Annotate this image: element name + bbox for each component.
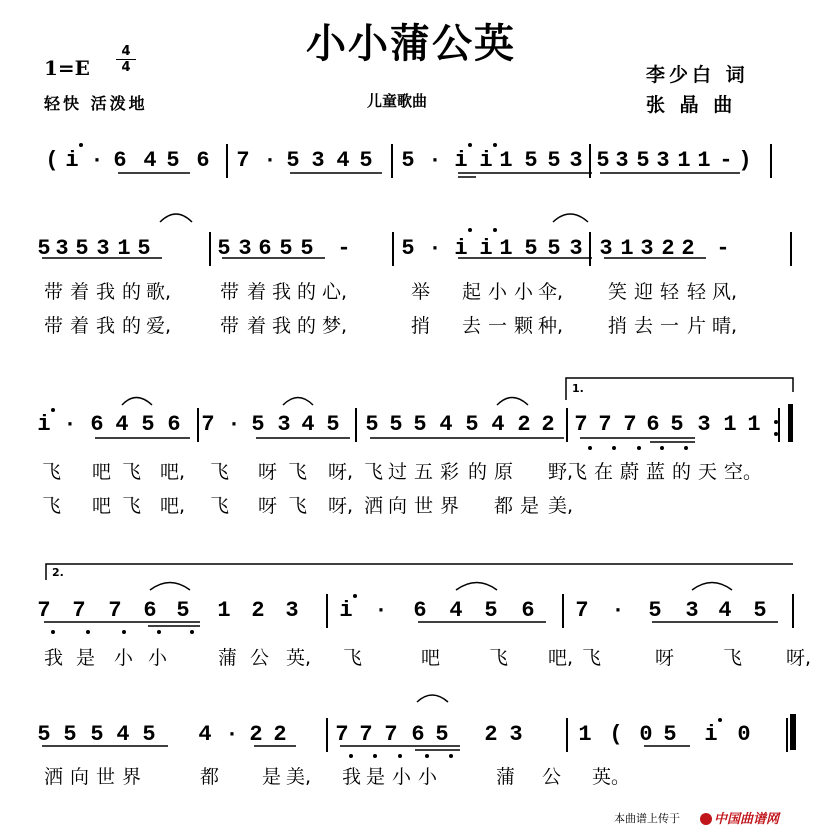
lyric-char: 向 <box>70 766 90 788</box>
note: 5 <box>524 236 538 261</box>
lyric-char: 吧, <box>548 647 574 669</box>
note: 5 <box>465 412 479 437</box>
lyric-char: 着 <box>70 281 90 303</box>
note: 6 <box>646 412 660 437</box>
note: 1 <box>723 412 737 437</box>
lyric-char: 英。 <box>592 766 631 788</box>
lyric-char: 蔚 <box>620 461 640 483</box>
note: 5 <box>300 236 314 261</box>
note: 4 <box>115 412 129 437</box>
note: 2 <box>681 236 695 261</box>
lyric-char: 我 <box>272 315 292 337</box>
note: 5 <box>636 148 650 173</box>
lyric-char: 的 <box>468 461 488 483</box>
lyric-char: 一 <box>660 315 680 337</box>
lyric-char: 小 <box>488 281 508 303</box>
note: - <box>716 236 730 261</box>
lyric-char: 的 <box>672 461 692 483</box>
note: 2 <box>251 598 265 623</box>
lyric-char: 小 <box>418 766 438 788</box>
note: i <box>479 148 493 173</box>
note: 1 <box>697 148 711 173</box>
lyric-char: 都 <box>494 495 514 517</box>
note: 5 <box>547 236 561 261</box>
note: 5 <box>365 412 379 437</box>
note: 7 <box>201 412 215 437</box>
note: 2 <box>541 412 555 437</box>
note: 5 <box>90 722 104 747</box>
note: 4 <box>439 412 453 437</box>
note: 5 <box>137 236 151 261</box>
lyric-char: 在 <box>594 461 614 483</box>
lyric-char: 举 <box>411 281 431 303</box>
note: 7 <box>575 598 589 623</box>
lyric-char: 美, <box>286 766 312 788</box>
site-logo[interactable] <box>700 808 779 827</box>
note: 7 <box>359 722 373 747</box>
note: 3 <box>55 236 69 261</box>
note: 2 <box>249 722 263 747</box>
lyric-char: 爱, <box>146 315 172 337</box>
note: 4 <box>718 598 732 623</box>
lyric-char: 飞 <box>288 495 308 517</box>
note: 1 <box>747 412 761 437</box>
note: ) <box>738 148 752 173</box>
lyric-char: 颗 <box>514 315 534 337</box>
lyric-char: 飞 <box>210 495 230 517</box>
lyric-char: 风, <box>712 281 738 303</box>
lyric-char: 我 <box>44 647 64 669</box>
note: ( <box>45 148 59 173</box>
lyric-char: 天 <box>698 461 718 483</box>
note: 4 <box>336 148 350 173</box>
note: 5 <box>359 148 373 173</box>
lyric-char: 飞 <box>582 647 602 669</box>
lyric-char: 空。 <box>724 461 763 483</box>
note: 6 <box>521 598 535 623</box>
note: 3 <box>285 598 299 623</box>
note: 5 <box>251 412 265 437</box>
tempo-marking: 轻快 活泼地 <box>44 94 148 113</box>
site-logo-text: 中国曲谱网 <box>714 812 780 827</box>
note: 3 <box>640 236 654 261</box>
note: · <box>374 598 388 623</box>
lyric-char: 飞 <box>343 647 363 669</box>
lyric-char: 公 <box>250 647 270 669</box>
lyric-char: 吧, <box>160 461 186 483</box>
note: 5 <box>663 722 677 747</box>
lyric-char: 我 <box>96 315 116 337</box>
note: 7 <box>108 598 122 623</box>
lyric-char: 洒 <box>364 495 384 517</box>
lyric-char: 蓝 <box>646 461 666 483</box>
lyric-char: 吧, <box>160 495 186 517</box>
lyric-char: 的 <box>122 315 142 337</box>
note: - <box>337 236 351 261</box>
note: 5 <box>670 412 684 437</box>
lyric-char: 世 <box>414 495 434 517</box>
note: 7 <box>236 148 250 173</box>
site-logo-icon <box>700 813 712 825</box>
note: i <box>454 148 468 173</box>
note: 7 <box>384 722 398 747</box>
note: 7 <box>574 412 588 437</box>
lyric-char: 晴, <box>712 315 738 337</box>
note: - <box>719 148 733 173</box>
note: 5 <box>413 412 427 437</box>
note: 7 <box>623 412 637 437</box>
note: 5 <box>166 148 180 173</box>
note: · <box>428 236 442 261</box>
note: 6 <box>143 598 157 623</box>
lyric-char: 呀 <box>258 461 278 483</box>
note: 2 <box>661 236 675 261</box>
lyric-char: 都 <box>200 766 220 788</box>
note: i <box>65 148 79 173</box>
lyric-char: 的 <box>122 281 142 303</box>
lyric-char: 美, <box>548 495 574 517</box>
note: i <box>37 412 51 437</box>
note: 6 <box>113 148 127 173</box>
note: 4 <box>491 412 505 437</box>
note: 6 <box>413 598 427 623</box>
lyric-char: 呀 <box>655 647 675 669</box>
note: 4 <box>143 148 157 173</box>
note: 3 <box>569 236 583 261</box>
lyric-char: 界 <box>440 495 460 517</box>
note: 1 <box>499 236 513 261</box>
note: 5 <box>484 598 498 623</box>
note: 1 <box>217 598 231 623</box>
note: 5 <box>326 412 340 437</box>
note: 6 <box>411 722 425 747</box>
key-signature: 1=E <box>44 56 90 80</box>
note: · <box>611 598 625 623</box>
note: 3 <box>697 412 711 437</box>
note: 3 <box>238 236 252 261</box>
note: 1 <box>620 236 634 261</box>
lyric-char: 带 <box>44 315 64 337</box>
lyric-char: 我 <box>96 281 116 303</box>
lyric-char: 我 <box>272 281 292 303</box>
lyric-char: 去 <box>462 315 482 337</box>
lyric-char: 飞 <box>364 461 384 483</box>
lyric-char: 带 <box>220 281 240 303</box>
lyric-char: 是 <box>520 495 540 517</box>
lyric-char: 片 <box>687 315 707 337</box>
lyric-char: 一 <box>488 315 508 337</box>
lyric-char: 飞 <box>42 495 62 517</box>
composer-credit: 张 晶 曲 <box>646 94 737 116</box>
note: · <box>225 722 239 747</box>
note: 5 <box>389 412 403 437</box>
note: 7 <box>598 412 612 437</box>
lyric-char: 着 <box>247 315 267 337</box>
note: 5 <box>37 236 51 261</box>
note: · <box>263 148 277 173</box>
note: 0 <box>639 722 653 747</box>
note: · <box>63 412 77 437</box>
lyric-char: 着 <box>247 281 267 303</box>
lyric-char: 梦, <box>322 315 348 337</box>
note: 5 <box>37 722 51 747</box>
note: i <box>339 598 353 623</box>
lyric-char: 我 <box>342 766 362 788</box>
lyric-char: 带 <box>44 281 64 303</box>
lyric-char: 小 <box>392 766 412 788</box>
lyric-char: 是 <box>76 647 96 669</box>
lyric-char: 呀 <box>258 495 278 517</box>
lyric-char: 洒 <box>44 766 64 788</box>
lyric-char: 去 <box>634 315 654 337</box>
note: 2 <box>517 412 531 437</box>
note: 5 <box>753 598 767 623</box>
note: 3 <box>509 722 523 747</box>
note: 4 <box>198 722 212 747</box>
lyric-char: 飞 <box>42 461 62 483</box>
lyric-char: 飞 <box>122 461 142 483</box>
lyric-char: 呀, <box>328 461 354 483</box>
note: 6 <box>167 412 181 437</box>
note: 2 <box>273 722 287 747</box>
lyric-char: 世 <box>96 766 116 788</box>
note: 3 <box>96 236 110 261</box>
lyric-char: 呀, <box>328 495 354 517</box>
lyric-char: 捎 <box>411 315 431 337</box>
lyric-char: 界 <box>122 766 142 788</box>
note: 1 <box>117 236 131 261</box>
lyric-char: 五 <box>414 461 434 483</box>
note: 5 <box>596 148 610 173</box>
lyric-char: 起 <box>462 281 482 303</box>
time-sig-top: 4 <box>121 44 131 59</box>
lyric-char: 飞 <box>122 495 142 517</box>
note: ( <box>609 722 623 747</box>
lyric-char: 轻 <box>660 281 680 303</box>
lyric-char: 带 <box>220 315 240 337</box>
lyric-char: 飞 <box>489 647 509 669</box>
note: 5 <box>547 148 561 173</box>
note: 5 <box>279 236 293 261</box>
lyric-char: 呀, <box>786 647 812 669</box>
note: · <box>227 412 241 437</box>
lyric-char: 吧 <box>92 461 112 483</box>
note: 7 <box>72 598 86 623</box>
lyric-char: 野, <box>548 461 574 483</box>
note: 3 <box>615 148 629 173</box>
note: i <box>454 236 468 261</box>
note: 6 <box>196 148 210 173</box>
note: 5 <box>142 722 156 747</box>
note: 7 <box>335 722 349 747</box>
note: 5 <box>141 412 155 437</box>
song-title: 小小蒲公英 <box>306 21 516 67</box>
lyric-char: 原 <box>494 461 514 483</box>
lyric-char: 公 <box>542 766 562 788</box>
lyric-char: 英, <box>286 647 312 669</box>
lyric-char: 轻 <box>687 281 707 303</box>
time-sig-bottom: 4 <box>116 59 136 75</box>
note: 5 <box>217 236 231 261</box>
genre-label: 儿童歌曲 <box>367 92 428 110</box>
lyric-char: 蒲 <box>496 766 516 788</box>
lyric-char: 的 <box>297 315 317 337</box>
note: 1 <box>677 148 691 173</box>
note: 7 <box>37 598 51 623</box>
lyric-char: 彩 <box>440 461 460 483</box>
volta-1-label: 1. <box>572 382 584 395</box>
note: 0 <box>737 722 751 747</box>
note: 3 <box>569 148 583 173</box>
note: 4 <box>116 722 130 747</box>
note: 5 <box>524 148 538 173</box>
footer-upload-text: 本曲谱上传于 <box>614 812 680 825</box>
lyric-char: 心, <box>322 281 348 303</box>
lyric-char: 笑 <box>608 281 628 303</box>
note: 3 <box>311 148 325 173</box>
lyric-char: 伞, <box>538 281 564 303</box>
note: 5 <box>286 148 300 173</box>
lyric-char: 蒲 <box>218 647 238 669</box>
lyric-char: 捎 <box>608 315 628 337</box>
note: · <box>428 148 442 173</box>
note: i <box>479 236 493 261</box>
note: 1 <box>578 722 592 747</box>
lyric-char: 吧 <box>92 495 112 517</box>
lyric-char: 飞 <box>210 461 230 483</box>
lyric-char: 小 <box>148 647 168 669</box>
note: 4 <box>449 598 463 623</box>
note: 3 <box>685 598 699 623</box>
note: 5 <box>75 236 89 261</box>
note: 5 <box>176 598 190 623</box>
note: 4 <box>301 412 315 437</box>
lyric-char: 飞 <box>568 461 588 483</box>
lyric-char: 吧 <box>421 647 441 669</box>
lyric-char: 迎 <box>634 281 654 303</box>
lyric-char: 歌, <box>146 281 172 303</box>
lyric-char: 是 <box>366 766 386 788</box>
note: 5 <box>63 722 77 747</box>
lyric-char: 过 <box>388 461 408 483</box>
lyric-char: 是 <box>262 766 282 788</box>
note: 6 <box>258 236 272 261</box>
lyric-char: 飞 <box>723 647 743 669</box>
note: 3 <box>656 148 670 173</box>
note: 6 <box>90 412 104 437</box>
lyricist-credit: 李少白 词 <box>646 64 749 86</box>
lyric-char: 的 <box>297 281 317 303</box>
lyric-char: 种, <box>538 315 564 337</box>
note: 5 <box>401 236 415 261</box>
note: 1 <box>499 148 513 173</box>
lyric-char: 小 <box>514 281 534 303</box>
lyric-char: 飞 <box>288 461 308 483</box>
note: · <box>90 148 104 173</box>
note: 3 <box>599 236 613 261</box>
note: 5 <box>401 148 415 173</box>
lyric-char: 小 <box>114 647 134 669</box>
note: 3 <box>277 412 291 437</box>
note: 5 <box>648 598 662 623</box>
note: i <box>704 722 718 747</box>
note: 2 <box>484 722 498 747</box>
note: 5 <box>435 722 449 747</box>
lyric-char: 向 <box>388 495 408 517</box>
volta-2-label: 2. <box>52 566 64 579</box>
lyric-char: 着 <box>70 315 90 337</box>
